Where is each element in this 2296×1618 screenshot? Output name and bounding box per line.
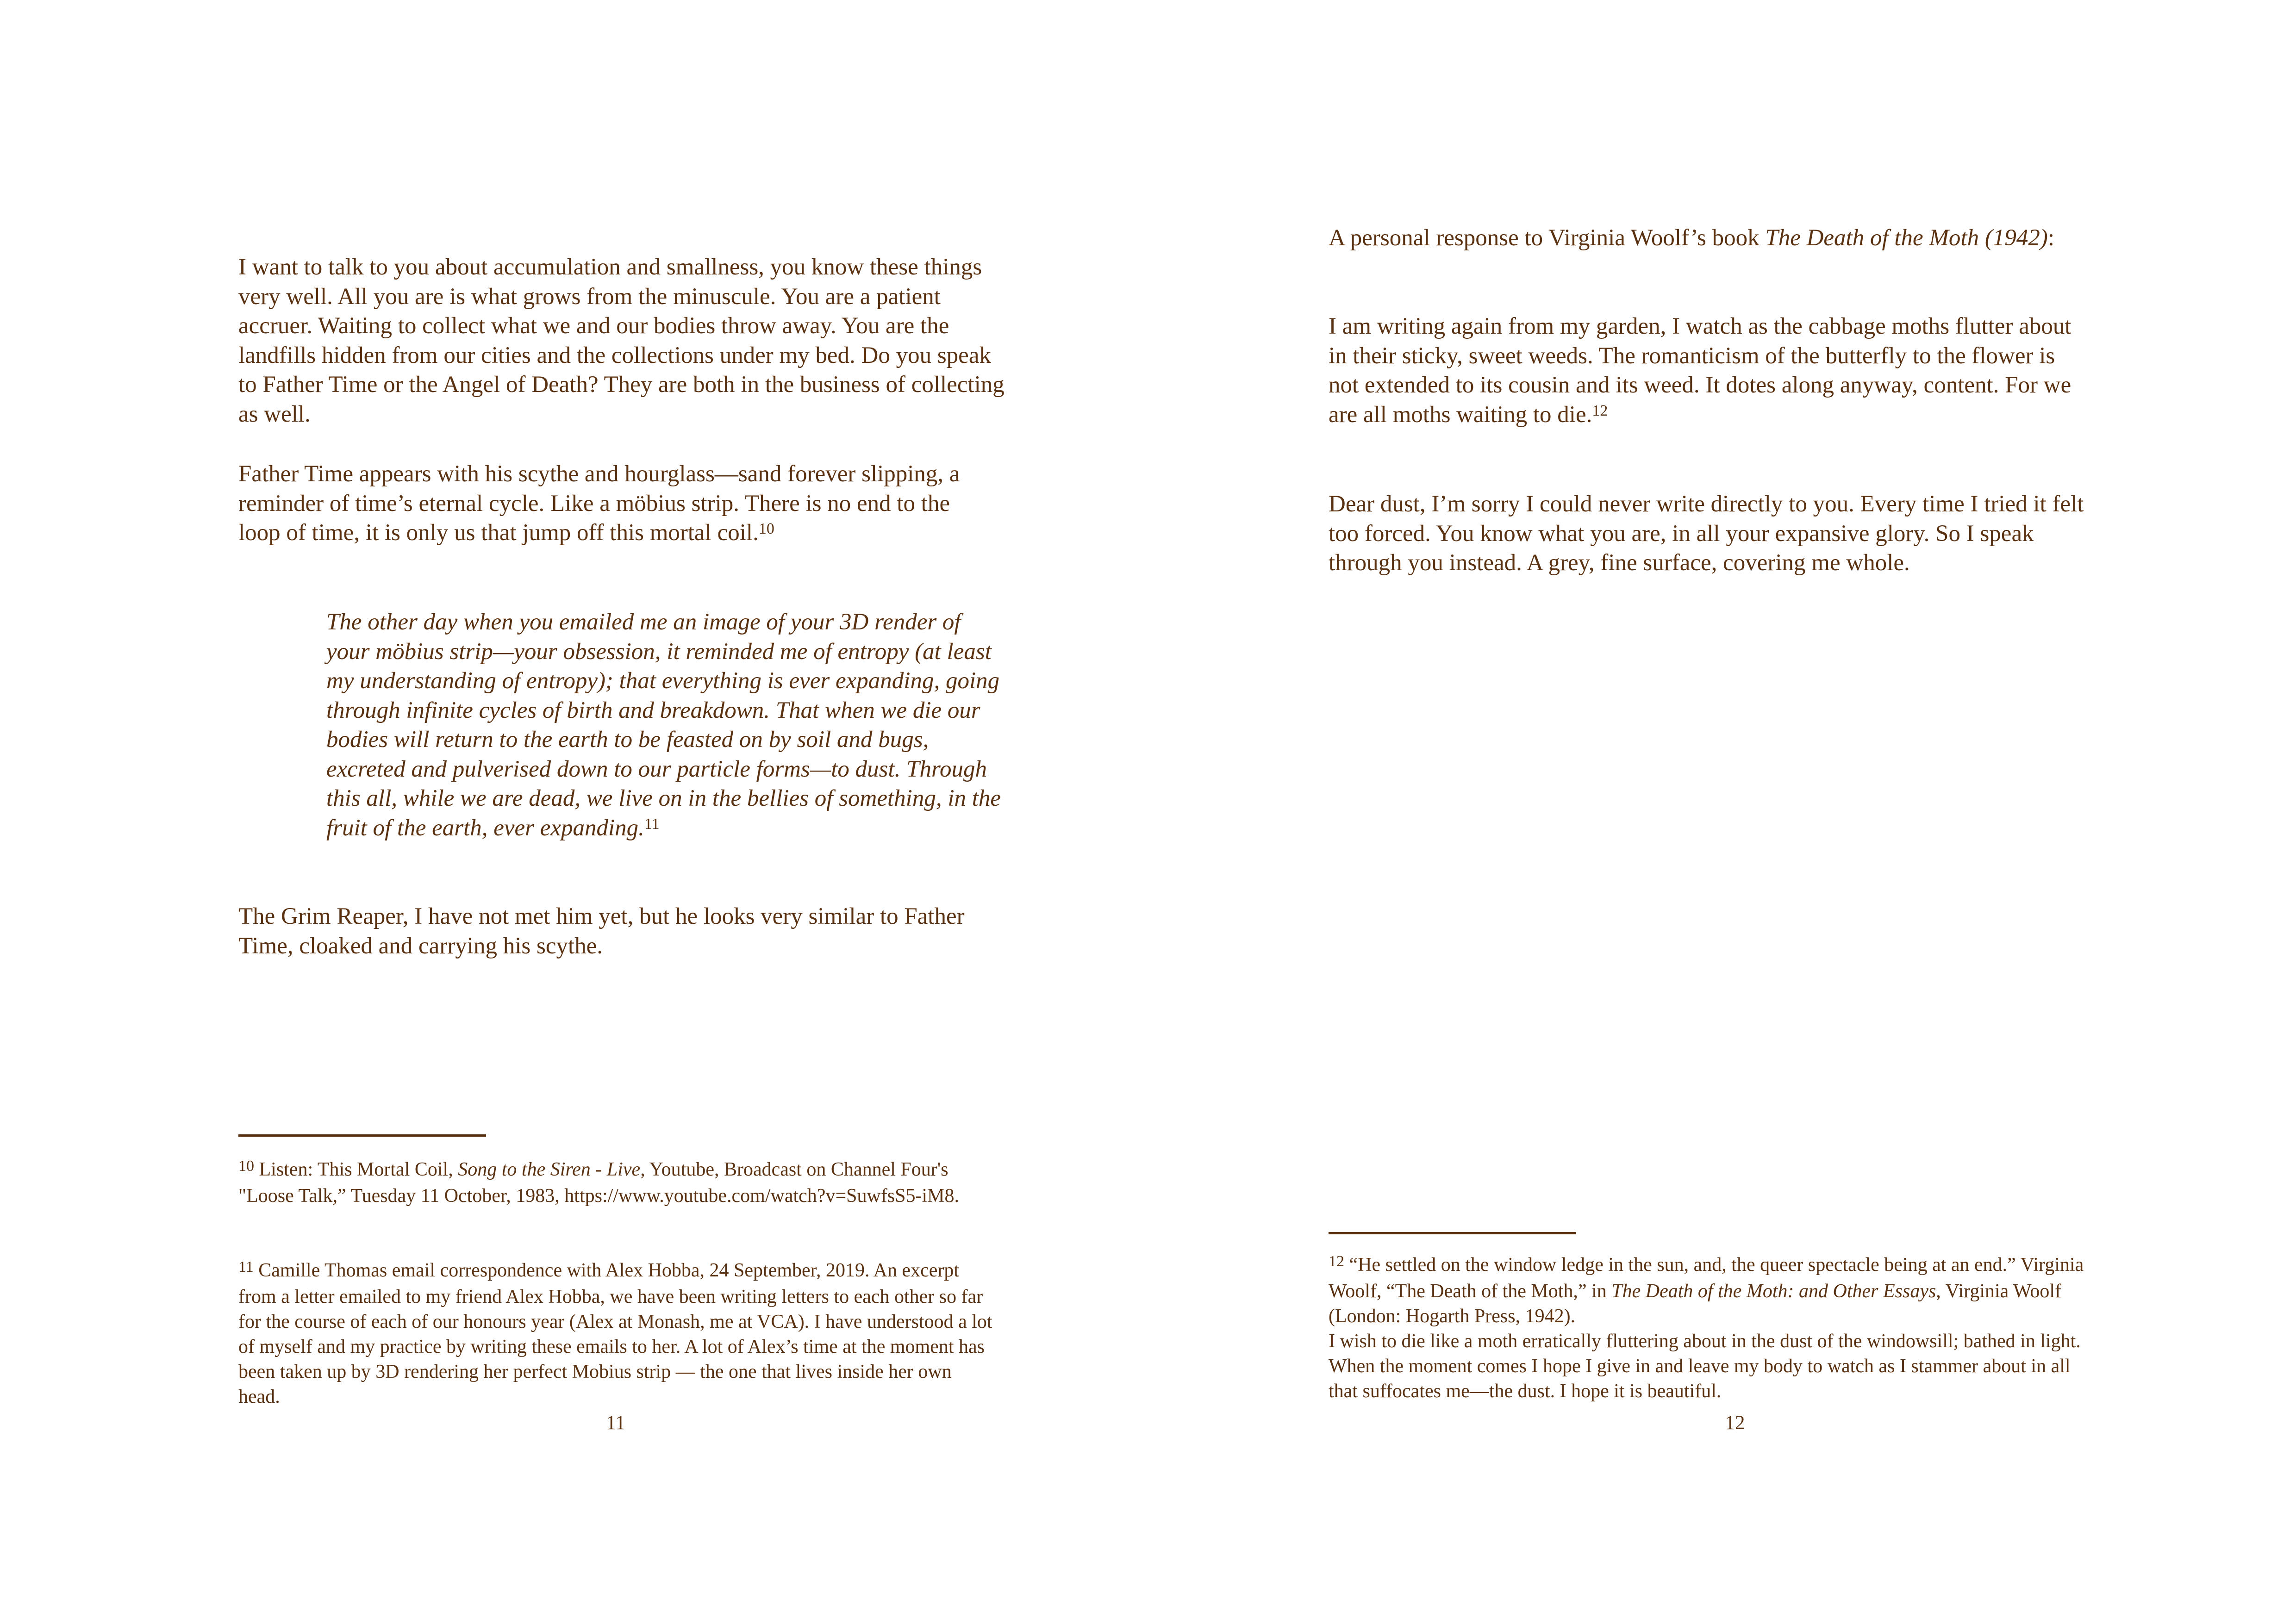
footnote-12-text-a: “He settled on the window ledge in the sun, and, the queer spectacle being at an end.” Virginia Woolf, “The Death of the Moth,” in <box>1329 1254 2084 1302</box>
footnote-12-note: I wish to die like a moth erratically fluttering about in the dust of the windowsill; bathed in light. When the moment comes I hope I give in and leave my body to watch as I stammer about in all that suffocates me—the dust. I hope it is beautiful. <box>1329 1331 2081 1402</box>
footnote-ref-11: 11 <box>644 815 660 833</box>
right-paragraph-1-text: I am writing again from my garden, I watch as the cabbage moths flutter about in their sticky, sweet weeds. The romanticism of the butterfly to the flower is not extended to its cousin and its weed. It dotes along anyway, content. For we are all moths waiting to die. <box>1329 313 2071 428</box>
block-quote <box>326 608 1002 845</box>
footnote-12-book-title: The Death of the Moth: and Other Essays <box>1611 1281 1936 1302</box>
footnote-12-number: 12 <box>1329 1253 1344 1270</box>
left-paragraph-3-text: The Grim Reaper, I have not met him yet, but he looks very similar to Father Time, cloaked and carrying his scythe. <box>238 903 965 959</box>
page-number-left: 11 <box>606 1412 625 1434</box>
right-heading-colon: : <box>2047 225 2054 251</box>
footnote-12-text-b: , Virginia Woolf (London: Hogarth Press, 1942). <box>1329 1281 2061 1327</box>
footnote-ref-12: 12 <box>1592 402 1608 419</box>
footnote-12 <box>1329 1252 2088 1404</box>
right-heading <box>1329 224 2106 253</box>
right-page <box>1148 0 2296 1618</box>
right-heading-book-title: The Death of the Moth (1942) <box>1765 225 2048 251</box>
page-number-right: 12 <box>1725 1412 1745 1434</box>
footnote-divider-left <box>238 1134 486 1137</box>
footnote-ref-10: 10 <box>758 520 774 537</box>
footnote-10-text-a: Listen: This Mortal Coil, <box>254 1159 458 1180</box>
footnote-10-text-b: Youtube, Broadcast on Channel Four's "Loose Talk,” Tuesday 11 October, 1983, https://www.youtube.com/watch?v=SuwfsS5-iM8. <box>238 1159 960 1207</box>
footnote-10-number: 10 <box>238 1157 254 1175</box>
block-quote-text: The other day when you emailed me an image of your 3D render of your möbius strip—your obsession, it reminded me of entropy (at least my understanding of entropy); that everything is ever expanding, going through infinite cycles of birth and breakdown. That when we die our bodies will return to the earth to be feasted on by soil and bugs, excreted and pulverised down to our particle forms—to dust. Through this all, while we are dead, we live on in the bellies of something, in the fruit of the earth, ever expanding. <box>326 609 1001 841</box>
right-heading-text: A personal response to Virginia Woolf’s book <box>1329 225 1766 251</box>
left-paragraph-3 <box>238 902 998 961</box>
left-paragraph-2 <box>238 460 998 550</box>
right-paragraph-2-text: Dear dust, I’m sorry I could never write directly to you. Every time I tried it felt too forced. You know what you are, in all your expansive glory. So I speak through you instead. A grey, fine surface, covering me whole. <box>1329 491 2084 576</box>
left-paragraph-1-text: I want to talk to you about accumulation and smallness, you know these things very well. All you are is what grows from the minuscule. You are a patient accruer. Waiting to collect what we and our bodies throw away. You are the landfills hidden from our cities and the collections under my bed. Do you speak to Father Time or the Angel of Death? They are both in the business of collecting as well. <box>238 254 1004 427</box>
left-paragraph-1 <box>238 253 1007 429</box>
right-paragraph-1 <box>1329 312 2088 432</box>
left-paragraph-2-text: Father Time appears with his scythe and hourglass—sand forever slipping, a reminder of time’s eternal cycle. Like a möbius strip. There is no end to the loop of time, it is only us that jump off this mortal coil. <box>238 461 960 546</box>
footnote-10 <box>238 1157 998 1208</box>
footnote-11 <box>238 1258 998 1409</box>
footnote-11-number: 11 <box>238 1258 254 1276</box>
right-paragraph-2 <box>1329 490 2088 578</box>
footnote-10-title: Song to the Siren - Live, <box>458 1159 645 1180</box>
footnote-11-text: Camille Thomas email correspondence with Alex Hobba, 24 September, 2019. An excerpt from a letter emailed to my friend Alex Hobba, we have been writing letters to each other so far for the course of each of our honours year (Alex at Monash, me at VCA). I have understood a lot of myself and my practice by writing these emails to her. A lot of Alex’s time at the moment has been taken up by 3D rendering her perfect Mobius strip — the one that lives inside her own head. <box>238 1260 992 1407</box>
footnote-divider-right <box>1329 1232 1576 1234</box>
